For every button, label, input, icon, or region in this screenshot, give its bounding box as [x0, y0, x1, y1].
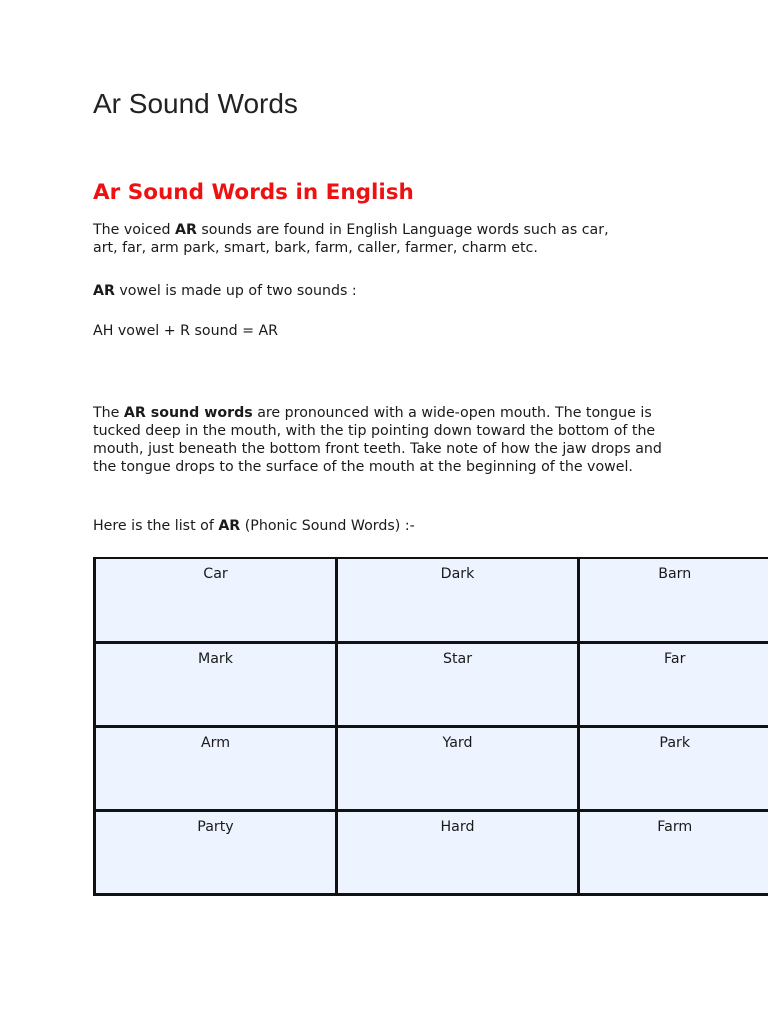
pronunciation-text-rest: are pronounced with a wide-open mouth. The tongue is tucked deep in the mouth, with the tip pointing down toward the bottom of the mouth, just beneath the bottom front teeth. Take note of how the jaw drops and the tongue drops to the surface of the mouth at the beginning of the vowel.	[93, 405, 662, 475]
intro-text-start: The voiced	[93, 222, 175, 238]
table-row	[95, 726, 768, 810]
table-row	[95, 810, 768, 894]
table-cell: Dark	[337, 558, 579, 642]
page-title: Ar Sound Words	[93, 88, 298, 119]
list-intro-start: Here is the list of	[93, 518, 219, 534]
table-cell: Arm	[95, 726, 337, 810]
table-cell: Hard	[337, 810, 579, 894]
table-cell: Far	[579, 642, 768, 726]
vowel-paragraph	[93, 282, 693, 300]
table-cell: Party	[95, 810, 337, 894]
intro-text-rest: sounds are found in English Language words such as car,	[196, 222, 609, 238]
vowel-bold-ar: AR	[93, 283, 115, 299]
intro-text-line2: art, far, arm park, smart, bark, farm, caller, farmer, charm etc.	[93, 240, 538, 256]
intro-paragraph	[93, 221, 693, 257]
pronunciation-text-start: The	[93, 405, 124, 421]
pronunciation-paragraph	[93, 404, 683, 476]
table-row	[95, 642, 768, 726]
table-row	[95, 558, 768, 642]
table-cell: Mark	[95, 642, 337, 726]
section-heading: Ar Sound Words in English	[93, 180, 414, 205]
list-intro-rest: (Phonic Sound Words) :-	[240, 518, 415, 534]
vowel-text: vowel is made up of two sounds :	[114, 283, 357, 299]
table-cell: Farm	[579, 810, 768, 894]
list-intro-paragraph	[93, 517, 693, 535]
table-cell: Yard	[337, 726, 579, 810]
table-cell: Barn	[579, 558, 768, 642]
word-table	[93, 557, 768, 896]
formula-paragraph: AH vowel + R sound = AR	[93, 323, 279, 339]
table-cell: Star	[337, 642, 579, 726]
table-cell: Park	[579, 726, 768, 810]
pronunciation-bold: AR sound words	[123, 405, 253, 421]
table-cell: Car	[95, 558, 337, 642]
list-intro-bold: AR	[218, 518, 241, 534]
intro-bold-ar: AR	[174, 222, 197, 238]
